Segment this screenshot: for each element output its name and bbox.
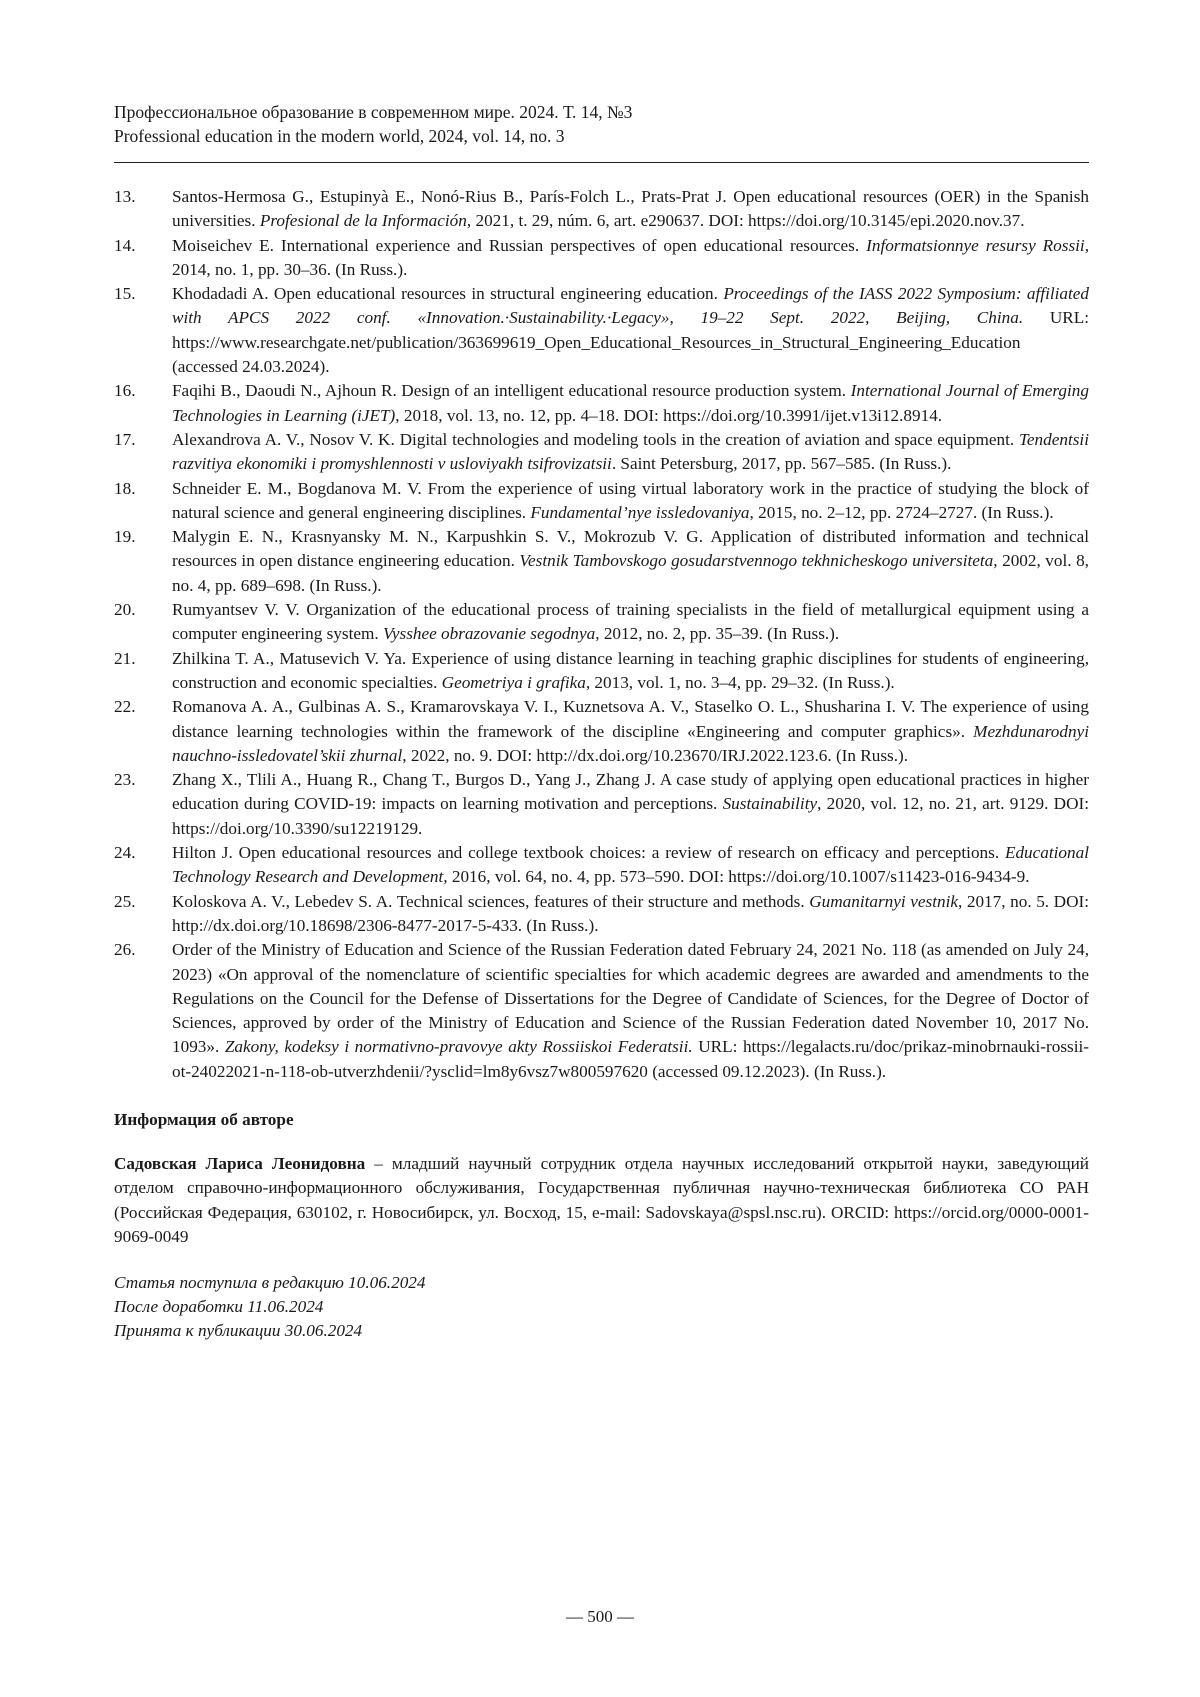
reference-source: Zakony, kodeksy i normativno-pravovye akty Rossiiskoi Federatsii. bbox=[225, 1037, 693, 1056]
reference-details: , 2014, no. 1, pp. 30–36. (In Russ.). bbox=[172, 236, 1089, 279]
page bbox=[114, 100, 1089, 1343]
reference-details: . Saint Petersburg, 2017, pp. 567–585. (In Russ.). bbox=[612, 454, 952, 473]
reference-number: 22. bbox=[114, 695, 172, 768]
reference-number: 15. bbox=[114, 282, 172, 379]
reference-source: Profesional de la Información bbox=[260, 211, 467, 230]
reference-text bbox=[172, 768, 1089, 841]
reference-number: 19. bbox=[114, 525, 172, 598]
reference-source: Mezhdunarodnyi nauchno-issledovatel’skii zhurnal bbox=[172, 722, 1089, 765]
reference-authors-title: Koloskova A. V., Lebedev S. A. Technical sciences, features of their structure and methods. bbox=[172, 892, 809, 911]
reference-details: , 2017, no. 5. DOI: http://dx.doi.org/10.18698/2306-8477-2017-5-433. (In Russ.). bbox=[172, 892, 1089, 935]
page-number: — 500 — bbox=[0, 1607, 1200, 1627]
header-line-en: Professional education in the modern world, 2024, vol. 14, no. 3 bbox=[114, 124, 1089, 148]
reference-authors-title: Hilton J. Open educational resources and college textbook choices: a review of research on efficacy and perceptions. bbox=[172, 843, 1005, 862]
reference-item bbox=[114, 695, 1089, 768]
reference-authors-title: Faqihi B., Daoudi N., Ajhoun R. Design of an intelligent educational resource production system. bbox=[172, 381, 851, 400]
reference-details: , 2013, vol. 1, no. 3–4, pp. 29–32. (In Russ.). bbox=[586, 673, 895, 692]
reference-number: 13. bbox=[114, 185, 172, 234]
reference-text bbox=[172, 477, 1089, 526]
reference-details: 2002, vol. 8, no. 4, pp. 689–698. (In Russ.). bbox=[172, 551, 1089, 594]
reference-authors-title: Romanova A. A., Gulbinas A. S., Kramarovskaya V. I., Kuznetsova A. V., Staselko O. L., Shusharina I. V. The experience of using distance learning technologies within the framework of the discipline «Engineering and computer graphics». bbox=[172, 697, 1089, 740]
reference-item bbox=[114, 841, 1089, 890]
reference-authors-title: Moiseichev E. International experience and Russian perspectives of open educational resources. bbox=[172, 236, 866, 255]
reference-item bbox=[114, 525, 1089, 598]
reference-text bbox=[172, 234, 1089, 283]
reference-number: 20. bbox=[114, 598, 172, 647]
reference-details: URL: https://legalacts.ru/doc/prikaz-minobrnauki-rossii-ot-24022021-n-118-ob-utverzhdenii/?ysclid=lm8y6vsz7w800597620 (accessed 09.12.2023). (In Russ.). bbox=[172, 1037, 1089, 1080]
header-rule bbox=[114, 162, 1089, 163]
reference-details: URL: https://www.researchgate.net/publication/363699619_Open_Educational_Resources_in_Structural_Engineering_Education (accessed 24.03.2024). bbox=[172, 308, 1089, 376]
reference-details: , 2012, no. 2, pp. 35–39. (In Russ.). bbox=[595, 624, 839, 643]
reference-item bbox=[114, 234, 1089, 283]
reference-source: Vestnik Tambovskogo gosudarstvennogo tekhnicheskogo universiteta, bbox=[519, 551, 997, 570]
reference-text bbox=[172, 598, 1089, 647]
header-line-ru: Профессиональное образование в современном мире. 2024. Т. 14, №3 bbox=[114, 100, 1089, 124]
reference-text bbox=[172, 525, 1089, 598]
reference-authors-title: Khodadadi A. Open educational resources in structural engineering education. bbox=[172, 284, 723, 303]
reference-list bbox=[114, 185, 1089, 1084]
reference-source: Vysshee obrazovanie segodnya bbox=[383, 624, 595, 643]
reference-text bbox=[172, 185, 1089, 234]
reference-details: , 2022, no. 9. DOI: http://dx.doi.org/10.23670/IRJ.2022.123.6. (In Russ.). bbox=[402, 746, 908, 765]
reference-item bbox=[114, 938, 1089, 1084]
reference-number: 24. bbox=[114, 841, 172, 890]
author-info-heading: Информация об авторе bbox=[114, 1108, 1089, 1132]
reference-source: Sustainability bbox=[723, 794, 818, 813]
reference-details: , 2018, vol. 13, no. 12, pp. 4–18. DOI: https://doi.org/10.3991/ijet.v13i12.8914. bbox=[395, 406, 942, 425]
reference-authors-title: Order of the Ministry of Education and Science of the Russian Federation dated February 24, 2021 No. 118 (as amended on July 24, 2023) «On approval of the nomenclature of scientific specialties for which academic degrees are awarded and amendments to the Regulations on the Council for the Defense of Dissertations for the Degree of Candidate of Sciences, for the Degree of Doctor of Sciences, approved by order of the Ministry of Education and Science of the Russian Federation dated November 10, 2017 No. 1093». bbox=[172, 940, 1089, 1056]
reference-source: Educational Technology Research and Development, bbox=[172, 843, 1089, 886]
reference-text bbox=[172, 379, 1089, 428]
author-details: – младший научный сотрудник отдела научных исследований открытой науки, заведующий отделом справочно-информационного обслуживания, Государственная публичная научно-техническая библиотека СО РАН (Российская Федерация, 630102, г. Новосибирск, ул. Восход, 15, e-mail: Sadovskaya@spsl.nsc.ru). ORCID: https://orcid.org/0000-0001-9069-0049 bbox=[114, 1154, 1089, 1246]
reference-text bbox=[172, 282, 1089, 379]
author-name: Садовская Лариса Леонидовна bbox=[114, 1154, 365, 1173]
reference-source: International Journal of Emerging Technologies in Learning (iJET) bbox=[172, 381, 1089, 424]
reference-item bbox=[114, 428, 1089, 477]
reference-number: 23. bbox=[114, 768, 172, 841]
reference-item bbox=[114, 598, 1089, 647]
reference-source: Fundamental’nye issledovaniya bbox=[530, 503, 749, 522]
reference-authors-title: Malygin E. N., Krasnyansky M. N., Karpushkin S. V., Mokrozub V. G. Application of distributed information and technical resources in open distance engineering education. bbox=[172, 527, 1089, 570]
reference-authors-title: Zhilkina T. A., Matusevich V. Ya. Experience of using distance learning in teaching graphic disciplines for students of engineering, construction and economic specialties. bbox=[172, 649, 1089, 692]
reference-number: 14. bbox=[114, 234, 172, 283]
reference-details: , 2015, no. 2–12, pp. 2724–2727. (In Russ.). bbox=[750, 503, 1054, 522]
reference-item bbox=[114, 768, 1089, 841]
running-header bbox=[114, 100, 1089, 148]
date-received: Статья поступила в редакцию 10.06.2024 bbox=[114, 1271, 1089, 1295]
article-dates bbox=[114, 1271, 1089, 1343]
author-info bbox=[114, 1152, 1089, 1249]
reference-text bbox=[172, 841, 1089, 890]
reference-item bbox=[114, 477, 1089, 526]
reference-item bbox=[114, 890, 1089, 939]
reference-source: Proceedings of the IASS 2022 Symposium: affiliated with APCS 2022 conf. «Innovation.·Sustainability.·Legacy», 19–22 Sept. 2022, Beijing, China. bbox=[172, 284, 1089, 327]
date-revised: После доработки 11.06.2024 bbox=[114, 1295, 1089, 1319]
reference-text bbox=[172, 938, 1089, 1084]
reference-number: 17. bbox=[114, 428, 172, 477]
reference-source: Informatsionnye resursy Rossii bbox=[866, 236, 1085, 255]
reference-details: , 2021, t. 29, núm. 6, art. e290637. DOI: https://doi.org/10.3145/epi.2020.nov.37. bbox=[467, 211, 1025, 230]
reference-number: 21. bbox=[114, 647, 172, 696]
reference-item bbox=[114, 647, 1089, 696]
reference-authors-title: Rumyantsev V. V. Organization of the educational process of training specialists in the field of metallurgical equipment using a computer engineering system. bbox=[172, 600, 1089, 643]
reference-item bbox=[114, 185, 1089, 234]
reference-text bbox=[172, 695, 1089, 768]
reference-source: Tendentsii razvitiya ekonomiki i promyshlennosti v usloviyakh tsifrovizatsii bbox=[172, 430, 1089, 473]
reference-details: , 2020, vol. 12, no. 21, art. 9129. DOI: https://doi.org/10.3390/su12219129. bbox=[172, 794, 1089, 837]
reference-source: Geometriya i grafika bbox=[442, 673, 586, 692]
reference-text bbox=[172, 647, 1089, 696]
reference-item bbox=[114, 282, 1089, 379]
reference-authors-title: Alexandrova A. V., Nosov V. K. Digital technologies and modeling tools in the creation of aviation and space equipment. bbox=[172, 430, 1019, 449]
reference-item bbox=[114, 379, 1089, 428]
reference-number: 25. bbox=[114, 890, 172, 939]
reference-authors-title: Santos-Hermosa G., Estupinyà E., Nonó-Rius B., París-Folch L., Prats-Prat J. Open educational resources (OER) in the Spanish universities. bbox=[172, 187, 1089, 230]
reference-source: Gumanitarnyi vestnik bbox=[809, 892, 958, 911]
reference-number: 16. bbox=[114, 379, 172, 428]
reference-details: 2016, vol. 64, no. 4, pp. 573–590. DOI: https://doi.org/10.1007/s11423-016-9434-9. bbox=[448, 867, 1030, 886]
reference-authors-title: Schneider E. M., Bogdanova M. V. From the experience of using virtual laboratory work in the practice of studying the block of natural science and general engineering disciplines. bbox=[172, 479, 1089, 522]
reference-number: 26. bbox=[114, 938, 172, 1084]
reference-text bbox=[172, 428, 1089, 477]
reference-authors-title: Zhang X., Tlili A., Huang R., Chang T., Burgos D., Yang J., Zhang J. A case study of applying open educational practices in higher education during COVID-19: impacts on learning motivation and perceptions. bbox=[172, 770, 1089, 813]
reference-text bbox=[172, 890, 1089, 939]
date-accepted: Принята к публикации 30.06.2024 bbox=[114, 1319, 1089, 1343]
reference-number: 18. bbox=[114, 477, 172, 526]
